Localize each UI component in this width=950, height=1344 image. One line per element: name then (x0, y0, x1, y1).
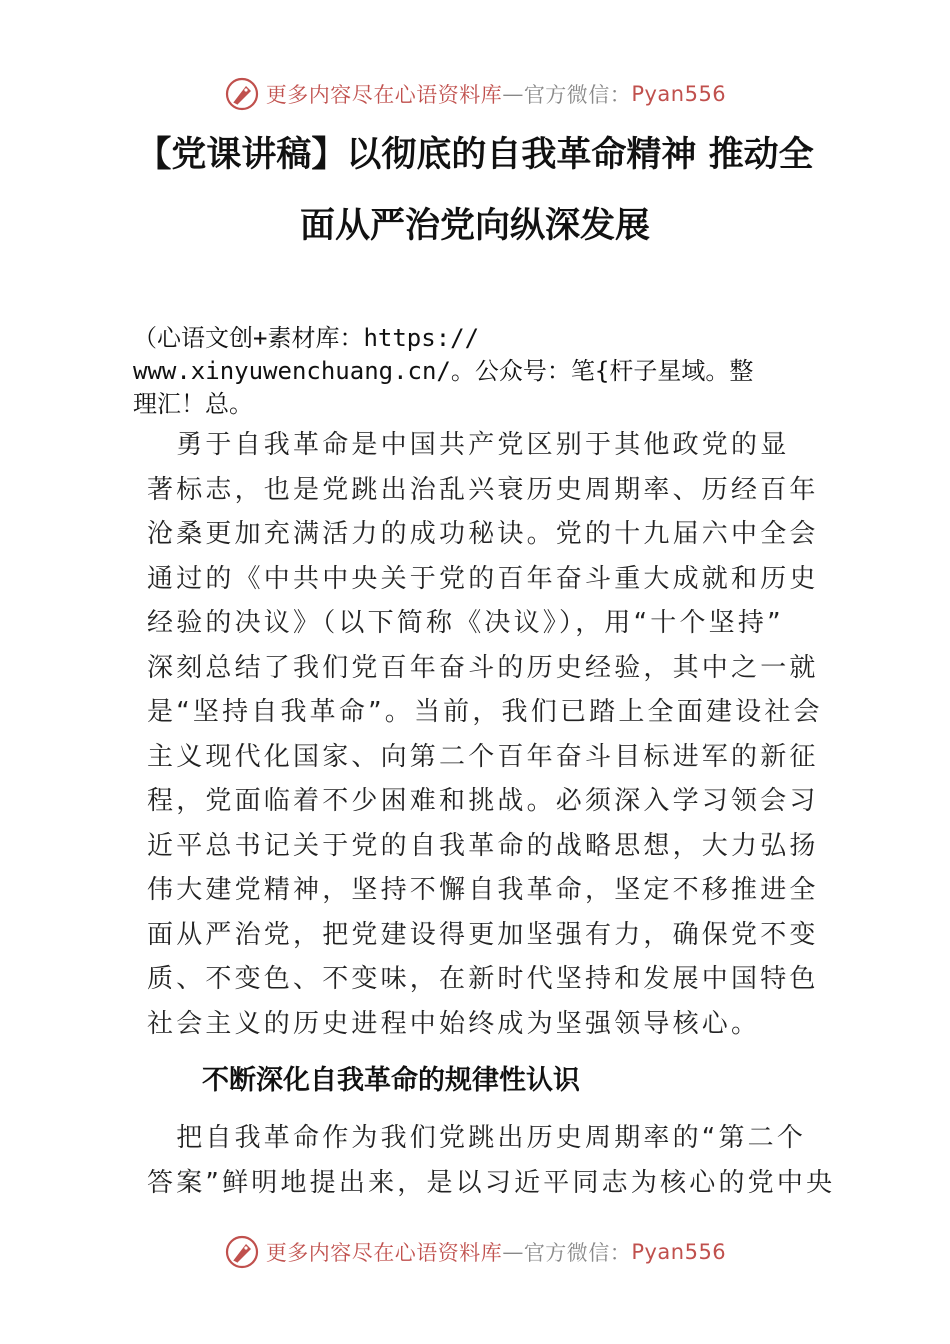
paragraph-2-line: 答案”鲜明地提出来，是以习近平同志为核心的党中央 (147, 1168, 836, 1198)
paragraph-1-line: 是“坚持自我革命”。当前，我们已踏上全面建设社会 (147, 697, 823, 727)
banner-dash: — (502, 1240, 524, 1264)
paragraph-1-line: 沧桑更加充满活力的成功秘诀。党的十九届六中全会 (147, 519, 819, 549)
paragraph-1-line: 著标志，也是党跳出治乱兴衰历史周期率、历经百年 (147, 475, 819, 505)
paragraph-1-line: 社会主义的历史进程中始终成为坚强领导核心。 (147, 1009, 761, 1039)
page-title-line-1: 【党课讲稿】以彻底的自我革命精神 推动全 (136, 134, 814, 175)
source-line-3: 理汇！总。 (133, 390, 253, 418)
banner-brand: 更多内容尽在心语资料库 (265, 1241, 503, 1265)
paragraph-1-line: 面从严治党，把党建设得更加坚强有力，确保党不变 (147, 920, 819, 950)
banner-brand: 更多内容尽在心语资料库 (265, 83, 503, 107)
paragraph-1-line: 伟大建党精神，坚持不懈自我革命，坚定不移推进全 (147, 875, 819, 905)
footer-banner (0, 1232, 950, 1272)
paragraph-1-line: 近平总书记关于党的自我革命的战略思想，大力弘扬 (147, 831, 819, 861)
header-banner (0, 74, 950, 114)
paragraph-1-line: 程，党面临着不少困难和挑战。必须深入学习领会习 (147, 786, 819, 816)
page-title-line-2: 面从严治党向纵深发展 (299, 205, 650, 246)
pen-nib-logo-icon (224, 76, 260, 112)
paragraph-1-line: 质、不变色、不变味，在新时代坚持和发展中国特色 (147, 964, 819, 994)
pen-nib-logo-icon (224, 1234, 260, 1270)
source-note (133, 322, 823, 421)
banner-label: 官方微信： (523, 83, 632, 107)
banner-label: 官方微信： (523, 1241, 632, 1265)
paragraph-1-line: 主义现代化国家、向第二个百年奋斗目标进军的新征 (147, 742, 819, 772)
paragraph-2-line: 把自我革命作为我们党跳出历史周期率的“第二个 (147, 1123, 807, 1153)
source-line-1: （心语文创+素材库：https:// (133, 324, 480, 352)
section-heading: 不断深化自我革命的规律性认识 (202, 1065, 580, 1096)
source-line-2: www.xinyuwenchuang.cn/。公众号：笔{杆子星域。整 (133, 357, 754, 385)
paragraph-1-line: 经验的决议》（以下简称《决议》），用“十个坚持” (147, 608, 784, 638)
paragraph-1-line: 深刻总结了我们党百年奋斗的历史经验，其中之一就 (147, 653, 819, 683)
paragraph-1-line: 通过的《中共中央关于党的百年奋斗重大成就和历史 (147, 564, 819, 594)
paragraph-1-line: 勇于自我革命是中国共产党区别于其他政党的显 (147, 430, 790, 460)
banner-wechat-id: Pyan556 (631, 1240, 727, 1264)
banner-wechat-id: Pyan556 (631, 82, 727, 106)
banner-dash: — (502, 82, 524, 106)
